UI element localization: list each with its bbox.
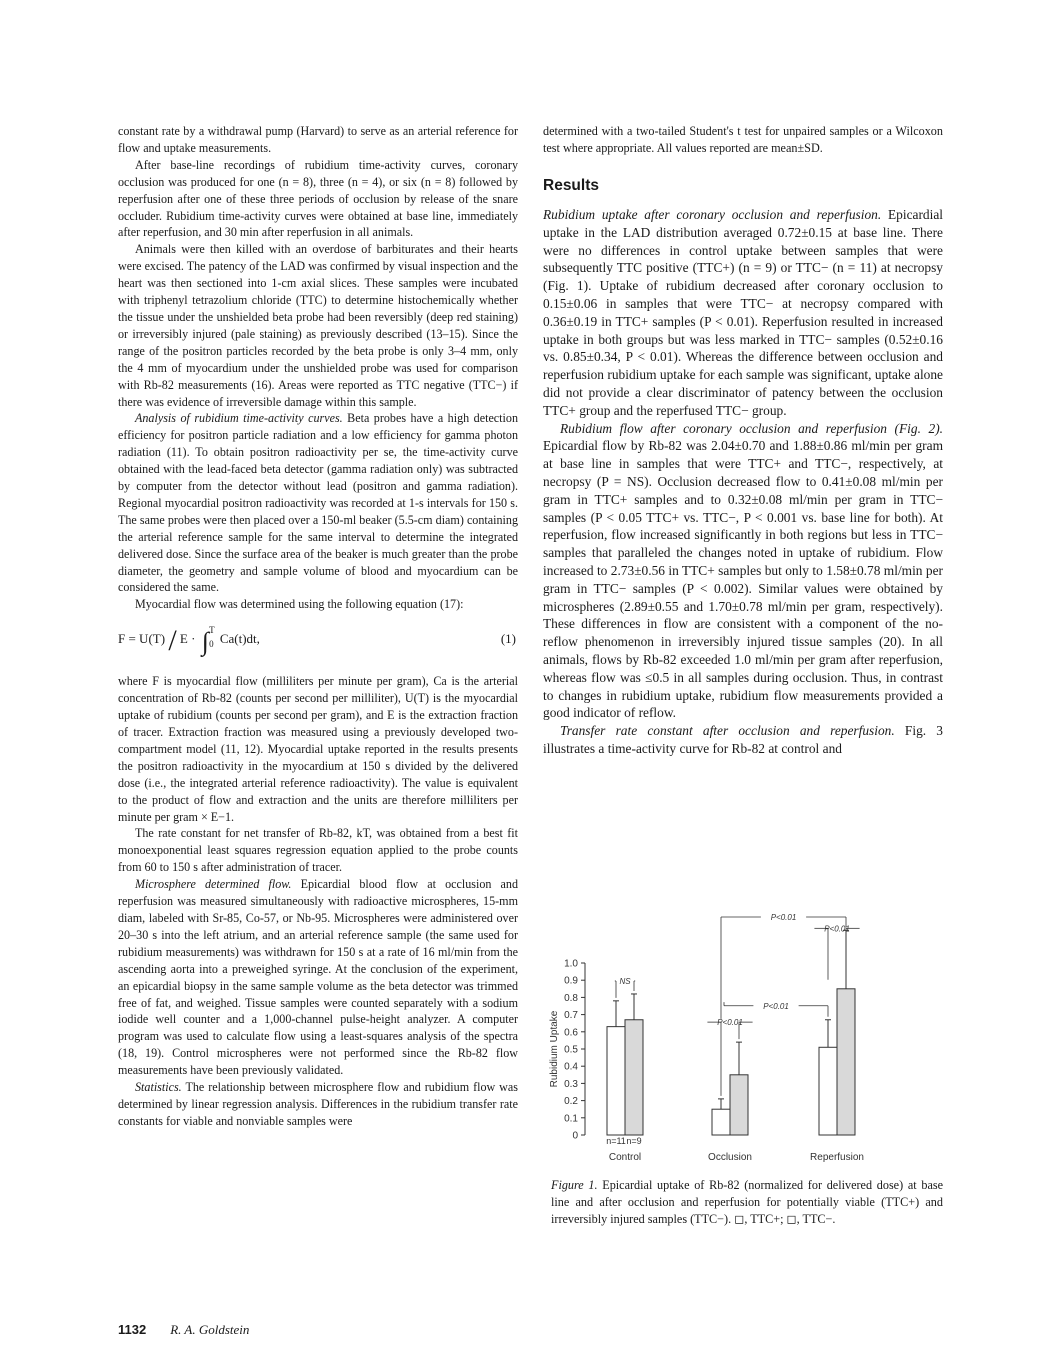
bar — [819, 1047, 837, 1135]
section-heading: Results — [543, 177, 599, 194]
paragraph: After base-line recordings of rubidium time-activity curves, coronary occlusion was produced for one (n = 8), three (n = 4), or six (n = 8) followed by reperfusion after one of these three periods of occlusion by release of the snare occluder. Rubidium time-activity curves were obtained at base line, immediately after reperfusion, and 30 min after reperfusion in all animals. — [118, 157, 518, 240]
bar-chart — [543, 906, 943, 1163]
caption-text: Epicardial uptake of Rb-82 (normalized for delivered dose) at base line and after occlusion and reperfusion for potentially viable (TTC+) and irreversibly injured samples (TTC−). ◻, TTC+; ◻, TTC−. — [551, 1178, 943, 1226]
paragraph-text: Fig. 3 illustrates a time-activity curve for Rb-82 at control and — [543, 723, 944, 756]
run-in-heading: Statistics. — [135, 1080, 182, 1095]
paragraph: Myocardial flow was determined using the following equation (17): — [135, 597, 464, 612]
equation-slash: / — [168, 624, 177, 658]
paragraph-text: Epicardial flow by Rb-82 was 2.04±0.70 and 1.88±0.86 ml/min per gram at base line in samples that were TTC+ and TTC−, respectively, at necropsy (P = NS). Occlusion decreased flow to 0.41±0.08 ml/min per gram in TTC+ samples and to 0.32±0.08 ml/min per gram in TTC− samples (P < 0.05 TTC+ vs. TTC−, P < 0.001 vs. base line for both). At reperfusion, flow increased significantly in both regions but less in TTC− samples that paralleled the changes noted in uptake of rubidium. Flow increased to 2.73±0.56 in TTC+ samples but only to 1.58±0.78 ml/min per gram in TTC− samples (P < 0.002). Similar values were obtained by microspheres (2.89±0.55 and 1.70±0.78 ml/min per gram, respectively). These differences in flow are consistent with a component of the no-reflow phenomenon in irreversibly injured tissue samples (20). In all animals, flows by Rb-82 exceeded 1.0 ml/min per gram after reperfusion, whereas flow was ≤0.5 in all samples during occlusion. Thus, in contrast to changes in rubidium uptake, rubidium flow measurements provided a good indicator of reflow. — [543, 438, 943, 721]
bar — [625, 1020, 643, 1135]
figure-1-chart — [543, 906, 943, 1163]
paragraph — [118, 410, 518, 596]
y-tick-label: 0 — [572, 1130, 578, 1142]
page-footer — [118, 1322, 249, 1338]
run-in-heading: Rubidium uptake after coronary occlusion and reperfusion. — [543, 207, 882, 222]
bar — [712, 1109, 730, 1135]
equation-1 — [118, 619, 518, 669]
paragraph-text: Beta probes have a high detection efficiency for positron particle radiation and a low efficiency for gamma photon radiation (11). To obtain positron radioactivity per se, the time-activity curve obtained with the lead-faced beta detector (gamma radiation only) was subtracted by computer from the detector without lead (positron and gamma radiation). Regional myocardial positron radioactivity was recorded at 1-s intervals for 150 s. The same probes were then placed over a 150-ml beaker (5.5-cm diam) containing the arterial reference sample for the same interval to determine the integrated delivered dose. Since the surface area of the beaker is much greater than the probe diameter, the geometry and sample volume of blood and myocardium can be considered the same. — [118, 411, 518, 595]
figure-caption — [551, 1177, 943, 1228]
paragraph — [543, 206, 943, 420]
y-tick-label: 1.0 — [564, 958, 578, 970]
right-text-column — [543, 123, 943, 758]
equation-body — [118, 624, 260, 658]
y-tick-label: 0.4 — [564, 1061, 578, 1073]
paragraph: constant rate by a withdrawal pump (Harvard) to serve as an arterial reference for flow and uptake measurements. — [118, 124, 518, 155]
significance-label: P<0.01 — [717, 1018, 743, 1028]
significance-label: NS — [619, 976, 631, 986]
y-tick-label: 0.1 — [564, 1113, 578, 1125]
run-in-heading: Analysis of rubidium time-activity curves. — [135, 411, 343, 426]
run-in-heading: Microsphere determined flow. — [135, 877, 292, 892]
bar — [837, 989, 855, 1135]
paragraph-text: The relationship between microsphere flow and rubidium flow was determined by linear regression analysis. Differences in the rubidium transfer rate constants for viable and nonviable samples were — [118, 1080, 518, 1128]
paragraph: determined with a two-tailed Student's t test for unpaired samples or a Wilcoxon test where appropriate. All values reported are mean±SD. — [543, 124, 943, 155]
significance-label: P<0.01 — [824, 924, 850, 934]
equation-extraction: E · — [179, 631, 196, 647]
sample-size-label: n=11 — [606, 1136, 626, 1146]
paragraph-text: Epicardial uptake in the LAD distribution averaged 0.72±0.15 at base line. There were no differences in control uptake between samples that were subsequently TTC positive (TTC+) (n = 9) or TTC− (n = 11) at necropsy (Fig. 1). Uptake of rubidium decreased after coronary occlusion to 0.15±0.06 in samples that were TTC− at necropsy compared with 0.36±0.19 in TTC+ samples (P < 0.01). Reperfusion resulted in increased uptake in both groups but was less marked in TTC− samples (0.52±0.16 vs. 0.85±0.34, P < 0.01). Whereas the difference between occlusion and reperfusion rubidium uptake for each sample was significant, uptake alone did not provide a clear discriminator of patency between the occlusion TTC+ group and the reperfused TTC− group. — [543, 207, 944, 418]
paragraph: Animals were then killed with an overdose of barbiturates and their hearts were excised. The patency of the LAD was confirmed by visual inspection and the heart was then sectioned into 1-cm axial slices. These samples were incubated with triphenyl tetrazolium chloride (TTC) to determine histochemically whether the tissue under the unshielded beta probe had been reversibly (deep red staining) or irreversibly injured (pale staining) as previously described (13–15). Since the range of the positron particles recorded by the beta probe is only 3–4 mm, only the 4 mm of myocardium under the unshielded probe was used for comparison with Rb-82 measurements (16). Areas were reported as TTC negative (TTC−) if there was evidence of irreversible damage within this sample. — [118, 242, 518, 409]
y-tick-label: 0.9 — [564, 975, 578, 987]
left-text-column — [118, 123, 518, 1130]
run-in-heading: Rubidium flow after coronary occlusion and reperfusion (Fig. 2). — [560, 420, 943, 436]
page-number: 1132 — [118, 1322, 147, 1337]
y-tick-label: 0.2 — [564, 1096, 578, 1108]
integral-sign: ∫ — [201, 627, 209, 657]
paragraph — [543, 420, 943, 723]
paragraph: The rate constant for net transfer of Rb-82, kT, was obtained from a best fit monoexponential least squares regression equation applied to the probe counts from 60 to 150 s after administration of tracer. — [118, 826, 518, 875]
y-tick-label: 0.6 — [564, 1027, 578, 1039]
integral-upper-limit: T — [209, 625, 215, 636]
integral-lower-limit: 0 — [209, 639, 214, 650]
y-axis-label: Rubidium Uptake — [549, 1010, 560, 1088]
y-tick-label: 0.3 — [564, 1078, 578, 1090]
y-tick-label: 0.7 — [564, 1010, 578, 1022]
paragraph: where F is myocardial flow (milliliters per minute per gram), Ca is the arterial concentration of Rb-82 (counts per second per milliliter), U(T) is the myocardial uptake of rubidium (counts per second per gram), and E is the extraction fraction of tracer. Extraction fraction was measured using a previously developed two-compartment model (11, 12). Myocardial uptake reported in the results presents the positron radioactivity in the myocardium at 150 s divided by the delivered dose (i.e., the integrated arterial reference radioactivity). The value is equivalent to the product of flow and extraction and the units are therefore milliliters per minute per gram × E−1. — [118, 674, 518, 824]
paragraph-text: Epicardial blood flow at occlusion and reperfusion was measured simultaneously with radioactive microspheres, 15-mm diam, labeled with Sr-85, Co-57, or Nb-95. Microspheres were administered over 20–30 s into the left atrium, and an arterial reference sample (the same used for rubidium measurements) was withdrawn for 150 s at a rate of 16 ml/min from the ascending aorta into a preweighed syringe. At the conclusion of the experiment, an epicardial biopsy in the same sample volume as the beta detector was trimmed free of fat, and weighed. Tissue samples were counted separately with a sodium iodide well counter and a 1,000-channel pulse-height analyzer. A computer program was used to calculate flow using a least-squares analysis of the spectra (18, 19). Control microspheres were not performed since the Rb-82 flow measurements have been previously validated. — [118, 877, 519, 1078]
integral-limits — [209, 623, 215, 651]
significance-label: P<0.01 — [770, 913, 797, 922]
x-category-label: Occlusion — [708, 1152, 752, 1163]
caption-label: Figure 1. — [551, 1178, 598, 1192]
x-category-label: Control — [608, 1152, 642, 1163]
y-tick-label: 0.5 — [564, 1044, 578, 1056]
paragraph — [118, 1079, 518, 1130]
sample-size-label: n=9 — [626, 1136, 642, 1146]
y-tick-label: 0.8 — [564, 992, 578, 1004]
results-body — [543, 206, 943, 758]
x-category-label: Reperfusion — [810, 1152, 864, 1163]
equation-integrand: Ca(t)dt, — [219, 631, 260, 647]
running-author: R. A. Goldstein — [170, 1322, 250, 1337]
equation-number: (1) — [500, 631, 516, 647]
bar — [607, 1027, 625, 1135]
significance-label: P<0.01 — [763, 1001, 789, 1011]
paragraph — [543, 722, 943, 758]
bar — [730, 1075, 748, 1135]
paragraph — [118, 876, 518, 1079]
equation-lhs: F = U(T) — [118, 631, 166, 647]
run-in-heading: Transfer rate constant after occlusion and reperfusion. — [560, 723, 895, 739]
